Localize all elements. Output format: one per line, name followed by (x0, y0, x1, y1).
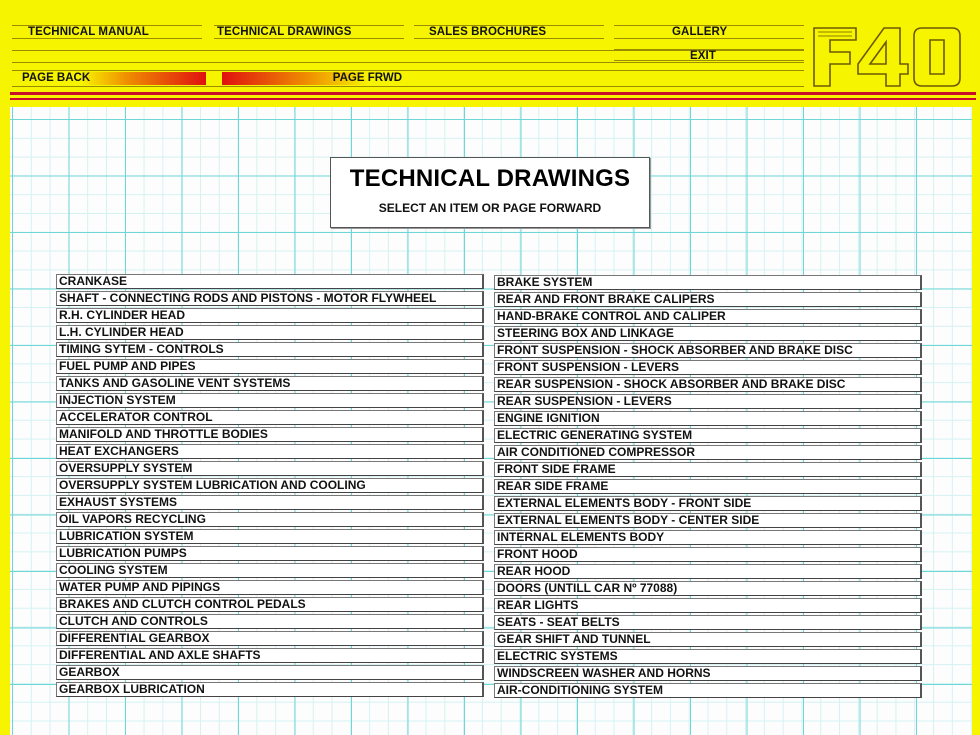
drawing-list-item[interactable]: REAR SUSPENSION - LEVERS (494, 394, 922, 409)
drawing-list-item[interactable]: INJECTION SYSTEM (56, 393, 484, 408)
drawing-list-item[interactable]: L.H. CYLINDER HEAD (56, 325, 484, 340)
header-divider-red (10, 92, 976, 95)
drawing-list-item[interactable]: CLUTCH AND CONTROLS (56, 614, 484, 629)
drawing-list-item[interactable]: REAR LIGHTS (494, 598, 922, 613)
drawing-list-item[interactable]: STEERING BOX AND LINKAGE (494, 326, 922, 341)
header-divider-red-lower (10, 98, 976, 100)
drawing-list-item[interactable]: FRONT SUSPENSION - LEVERS (494, 360, 922, 375)
drawing-list-item[interactable]: EXHAUST SYSTEMS (56, 495, 484, 510)
drawing-list-item[interactable]: FRONT SUSPENSION - SHOCK ABSORBER AND BRAKE DISC (494, 343, 922, 358)
header-bar (0, 0, 980, 108)
drawing-list-item[interactable]: MANIFOLD AND THROTTLE BODIES (56, 427, 484, 442)
drawing-list-item[interactable]: OVERSUPPLY SYSTEM LUBRICATION AND COOLING (56, 478, 484, 493)
drawing-list-item[interactable]: R.H. CYLINDER HEAD (56, 308, 484, 323)
drawings-list-left (56, 274, 484, 699)
drawing-list-item[interactable]: EXTERNAL ELEMENTS BODY - FRONT SIDE (494, 496, 922, 511)
drawing-list-item[interactable]: EXTERNAL ELEMENTS BODY - CENTER SIDE (494, 513, 922, 528)
drawing-list-item[interactable]: FRONT SIDE FRAME (494, 462, 922, 477)
page-back-label: PAGE BACK (22, 72, 91, 84)
drawing-list-item[interactable]: DIFFERENTIAL AND AXLE SHAFTS (56, 648, 484, 663)
drawing-list-item[interactable]: HAND-BRAKE CONTROL AND CALIPER (494, 309, 922, 324)
drawing-list-item[interactable]: WATER PUMP AND PIPINGS (56, 580, 484, 595)
drawing-list-item[interactable]: LUBRICATION SYSTEM (56, 529, 484, 544)
drawing-list-item[interactable]: WINDSCREEN WASHER AND HORNS (494, 666, 922, 681)
page-forward-button[interactable] (222, 72, 406, 85)
drawings-list-right (494, 275, 922, 700)
nav-technical-manual[interactable]: TECHNICAL MANUAL (28, 26, 149, 38)
drawing-list-item[interactable]: INTERNAL ELEMENTS BODY (494, 530, 922, 545)
page-back-button[interactable] (14, 72, 206, 85)
drawing-list-item[interactable]: BRAKES AND CLUTCH CONTROL PEDALS (56, 597, 484, 612)
drawing-list-item[interactable]: OVERSUPPLY SYSTEM (56, 461, 484, 476)
drawing-list-item[interactable]: ELECTRIC SYSTEMS (494, 649, 922, 664)
title-panel (330, 157, 650, 228)
drawing-list-item[interactable]: TIMING SYTEM - CONTROLS (56, 342, 484, 357)
drawing-list-item[interactable]: ACCELERATOR CONTROL (56, 410, 484, 425)
drawing-list-item[interactable]: SHAFT - CONNECTING RODS AND PISTONS - MOTOR FLYWHEEL (56, 291, 484, 306)
drawing-list-item[interactable]: ELECTRIC GENERATING SYSTEM (494, 428, 922, 443)
drawing-list-item[interactable]: HEAT EXCHANGERS (56, 444, 484, 459)
drawing-list-item[interactable]: AIR CONDITIONED COMPRESSOR (494, 445, 922, 460)
drawing-list-item[interactable]: FUEL PUMP AND PIPES (56, 359, 484, 374)
drawing-list-item[interactable]: BRAKE SYSTEM (494, 275, 922, 290)
f40-logo-icon (810, 24, 962, 90)
nav-gallery[interactable]: GALLERY (672, 26, 728, 38)
drawing-list-item[interactable]: GEAR SHIFT AND TUNNEL (494, 632, 922, 647)
drawing-list-item[interactable]: DIFFERENTIAL GEARBOX (56, 631, 484, 646)
drawing-list-item[interactable]: ENGINE IGNITION (494, 411, 922, 426)
drawing-list-item[interactable]: COOLING SYSTEM (56, 563, 484, 578)
nav-exit[interactable]: EXIT (690, 50, 716, 62)
drawing-list-item[interactable]: REAR SIDE FRAME (494, 479, 922, 494)
drawing-list-item[interactable]: CRANKASE (56, 274, 484, 289)
drawing-list-item[interactable]: OIL VAPORS RECYCLING (56, 512, 484, 527)
drawing-list-item[interactable]: TANKS AND GASOLINE VENT SYSTEMS (56, 376, 484, 391)
drawing-list-item[interactable]: REAR AND FRONT BRAKE CALIPERS (494, 292, 922, 307)
nav-technical-drawings[interactable]: TECHNICAL DRAWINGS (217, 26, 352, 38)
drawing-list-item[interactable]: AIR-CONDITIONING SYSTEM (494, 683, 922, 698)
page-instruction: SELECT AN ITEM OR PAGE FORWARD (378, 201, 602, 215)
drawing-list-item[interactable]: REAR HOOD (494, 564, 922, 579)
page-title: TECHNICAL DRAWINGS (349, 165, 631, 192)
page-forward-label: PAGE FRWD (332, 72, 402, 84)
drawing-list-item[interactable]: LUBRICATION PUMPS (56, 546, 484, 561)
drawing-list-item[interactable]: REAR SUSPENSION - SHOCK ABSORBER AND BRAKE DISC (494, 377, 922, 392)
drawing-list-item[interactable]: FRONT HOOD (494, 547, 922, 562)
drawing-list-item[interactable]: GEARBOX LUBRICATION (56, 682, 484, 697)
nav-sales-brochures[interactable]: SALES BROCHURES (429, 26, 547, 38)
drawing-list-item[interactable]: DOORS (UNTILL CAR Nº 77088) (494, 581, 922, 596)
drawing-list-item[interactable]: SEATS - SEAT BELTS (494, 615, 922, 630)
drawing-list-item[interactable]: GEARBOX (56, 665, 484, 680)
